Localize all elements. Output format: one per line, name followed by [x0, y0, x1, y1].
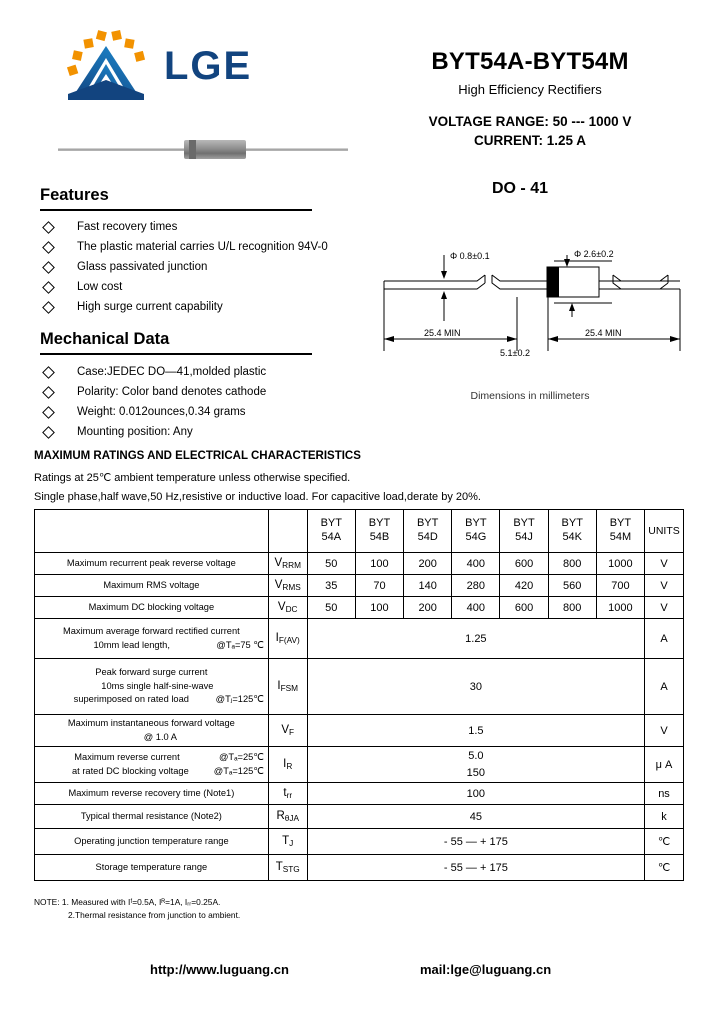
cell-tj-value: - 55 — + 175 — [307, 829, 644, 855]
list-item: Weight: 0.012ounces,0.34 grams — [44, 404, 344, 424]
row-label-ifsm: Peak forward surge current 10ms single half-sine-wave superimposed on rated load @Tⱼ=125℃ — [35, 659, 269, 715]
mechanical-data-list — [44, 364, 344, 444]
diode-product-photo — [58, 128, 348, 172]
cell-vf-value: 1.5 — [307, 715, 644, 747]
row-symbol-tj: $T_J$ — [268, 829, 307, 855]
header-part-byt54k: BYT 54K — [548, 510, 596, 553]
table-row — [35, 715, 684, 747]
row-label-tstg: Storage temperature range — [35, 855, 269, 881]
cell-vrrm-54d: 200 — [404, 553, 452, 575]
cell-ifav-value: 1.25 — [307, 619, 644, 659]
company-logo — [52, 22, 312, 108]
list-item: Glass passivated junction — [44, 259, 344, 279]
logo-mark-icon — [60, 22, 156, 106]
cell-ifav-unit: A — [645, 619, 684, 659]
table-row — [35, 553, 684, 575]
mechanical-data-heading: Mechanical Data — [40, 330, 170, 348]
list-item: Case:JEDEC DO—41,molded plastic — [44, 364, 344, 384]
header-blank-symbol — [268, 510, 307, 553]
cell-ifsm-unit: A — [645, 659, 684, 715]
cell-vrms-54j: 420 — [500, 575, 548, 597]
cell-vdc-54m: 1000 — [596, 597, 644, 619]
cell-ir-unit: μ A — [645, 747, 684, 783]
cell-vdc-unit: V — [645, 597, 684, 619]
row-label-rthja: Typical thermal resistance (Note2) — [35, 805, 269, 829]
features-heading-rule — [40, 209, 312, 211]
cell-vf-unit: V — [645, 715, 684, 747]
cell-vrms-54b: 70 — [355, 575, 403, 597]
header-part-byt54a: BYT 54A — [307, 510, 355, 553]
row-symbol-rthja: $R_{\theta JA}$ — [268, 805, 307, 829]
right-lead-length-dimension-text: 25.4 MIN — [585, 328, 622, 338]
row-label-vrrm: Maximum recurrent peak reverse voltage — [35, 553, 269, 575]
diode-cathode-band — [189, 140, 196, 159]
cell-vrms-54k: 560 — [548, 575, 596, 597]
table-row — [35, 575, 684, 597]
cell-vdc-54g: 400 — [452, 597, 500, 619]
table-row — [35, 597, 684, 619]
cell-vdc-54d: 200 — [404, 597, 452, 619]
page-title: BYT54A-BYT54M — [431, 48, 629, 75]
features-heading: Features — [40, 186, 109, 204]
cell-vrrm-54a: 50 — [307, 553, 355, 575]
row-symbol-vrrm: $V_{RRM}$ — [268, 553, 307, 575]
cell-vdc-54b: 100 — [355, 597, 403, 619]
diamond-bullet-icon — [42, 406, 55, 419]
cell-vrrm-54g: 400 — [452, 553, 500, 575]
left-lead-length-dimension-text: 25.4 MIN — [424, 328, 461, 338]
row-symbol-vrms: $V_{RMS}$ — [268, 575, 307, 597]
cell-vrrm-54k: 800 — [548, 553, 596, 575]
header-units: UNITS — [645, 510, 684, 553]
diode-lead-right — [246, 148, 348, 151]
note-1: NOTE: 1. Measured with Iᶠ=0.5A, Iᴿ=1A, Iᵣᵣ=0.25A. — [34, 897, 221, 907]
row-label-vf: Maximum instantaneous forward voltage @ 1.0 A — [35, 715, 269, 747]
cell-tstg-unit: ℃ — [645, 855, 684, 881]
cell-ifsm-value: 30 — [307, 659, 644, 715]
cell-vrms-54m: 700 — [596, 575, 644, 597]
table-row — [35, 829, 684, 855]
table-row — [35, 619, 684, 659]
logo-text: LGE — [164, 44, 253, 88]
row-symbol-tstg: $T_{STG}$ — [268, 855, 307, 881]
cell-vrms-54d: 140 — [404, 575, 452, 597]
header-part-byt54m: BYT 54M — [596, 510, 644, 553]
row-symbol-vf: $V_F$ — [268, 715, 307, 747]
cell-vrms-unit: V — [645, 575, 684, 597]
ratings-note-ambient: Ratings at 25℃ ambient temperature unless otherwise specified. — [34, 472, 351, 484]
table-row — [35, 659, 684, 715]
header-blank-desc — [35, 510, 269, 553]
cell-vrrm-54b: 100 — [355, 553, 403, 575]
list-item: The plastic material carries U/L recognition 94V-0 — [44, 239, 344, 259]
features-list — [44, 219, 344, 319]
diamond-bullet-icon — [42, 386, 55, 399]
row-symbol-trr: $t_{rr}$ — [268, 783, 307, 805]
row-symbol-vdc: $V_{DC}$ — [268, 597, 307, 619]
list-item: Fast recovery times — [44, 219, 344, 239]
ratings-note-load: Single phase,half wave,50 Hz,resistive or inductive load. For capacitive load,derate by 20%. — [34, 491, 481, 503]
row-label-trr: Maximum reverse recovery time (Note1) — [35, 783, 269, 805]
diamond-bullet-icon — [42, 241, 55, 254]
diamond-bullet-icon — [42, 261, 55, 274]
cell-vrms-54a: 35 — [307, 575, 355, 597]
package-outline-drawing — [382, 225, 682, 365]
header-part-byt54d: BYT 54D — [404, 510, 452, 553]
row-label-vdc: Maximum DC blocking voltage — [35, 597, 269, 619]
body-diameter-dimension-text: Φ 2.6±0.2 — [574, 249, 614, 259]
cell-vrrm-unit: V — [645, 553, 684, 575]
cell-vdc-54k: 800 — [548, 597, 596, 619]
cell-tj-unit: ℃ — [645, 829, 684, 855]
diamond-bullet-icon — [42, 301, 55, 314]
header-part-byt54j: BYT 54J — [500, 510, 548, 553]
cell-vrrm-54j: 600 — [500, 553, 548, 575]
table-header-row — [35, 510, 684, 553]
package-title: DO - 41 — [491, 180, 548, 197]
cell-trr-unit: ns — [645, 783, 684, 805]
diode-lead-left — [58, 148, 186, 151]
cell-rthja-value: 45 — [307, 805, 644, 829]
diamond-bullet-icon — [42, 366, 55, 379]
table-notes — [34, 896, 240, 922]
specifications-table — [34, 509, 684, 881]
cell-trr-value: 100 — [307, 783, 644, 805]
diamond-bullet-icon — [42, 426, 55, 439]
row-label-ir: Maximum reverse current @Tₐ=25℃ at rated DC blocking voltage @Tₐ=125℃ — [35, 747, 269, 783]
note-2: 2.Thermal resistance from junction to ambient. — [68, 910, 241, 921]
row-label-vrms: Maximum RMS voltage — [35, 575, 269, 597]
row-symbol-ir: $I_R$ — [268, 747, 307, 783]
list-item: Mounting position: Any — [44, 424, 344, 444]
cell-vrrm-54m: 1000 — [596, 553, 644, 575]
list-item: Low cost — [44, 279, 344, 299]
lead-diameter-dimension-text: Φ 0.8±0.1 — [450, 251, 490, 261]
row-symbol-ifsm: $I_{FSM}$ — [268, 659, 307, 715]
cell-rthja-unit: k — [645, 805, 684, 829]
body-length-dimension-text: 5.1±0.2 — [500, 348, 530, 358]
list-item: Polarity: Color band denotes cathode — [44, 384, 344, 404]
row-symbol-ifav: $I_{F(AV)}$ — [268, 619, 307, 659]
row-label-tj: Operating junction temperature range — [35, 829, 269, 855]
cell-tstg-value: - 55 — + 175 — [307, 855, 644, 881]
diamond-bullet-icon — [42, 221, 55, 234]
mechanical-heading-rule — [40, 353, 312, 355]
table-row — [35, 805, 684, 829]
table-row — [35, 783, 684, 805]
list-item: High surge current capability — [44, 299, 344, 319]
footer-email-link[interactable]: mail:lge@luguang.cn — [420, 962, 552, 977]
diamond-bullet-icon — [42, 281, 55, 294]
header-part-byt54g: BYT 54G — [452, 510, 500, 553]
cell-vdc-54a: 50 — [307, 597, 355, 619]
voltage-range-text: VOLTAGE RANGE: 50 --- 1000 V — [428, 114, 632, 129]
cell-vrms-54g: 280 — [452, 575, 500, 597]
header-part-byt54b: BYT 54B — [355, 510, 403, 553]
table-row — [35, 747, 684, 783]
cell-vdc-54j: 600 — [500, 597, 548, 619]
current-rating-text: CURRENT: 1.25 A — [473, 133, 587, 148]
cell-ir-values: 5.0 150 — [307, 747, 644, 783]
page-subtitle: High Efficiency Rectifiers — [458, 82, 602, 97]
footer-website-link[interactable]: http://www.luguang.cn — [150, 962, 289, 977]
package-dimensions-caption: Dimensions in millimeters — [470, 390, 590, 402]
ratings-heading: MAXIMUM RATINGS AND ELECTRICAL CHARACTERISTICS — [34, 450, 361, 462]
table-row — [35, 855, 684, 881]
row-label-ifav: Maximum average forward rectified current 10mm lead length, @Tₐ=75 ℃ — [35, 619, 269, 659]
